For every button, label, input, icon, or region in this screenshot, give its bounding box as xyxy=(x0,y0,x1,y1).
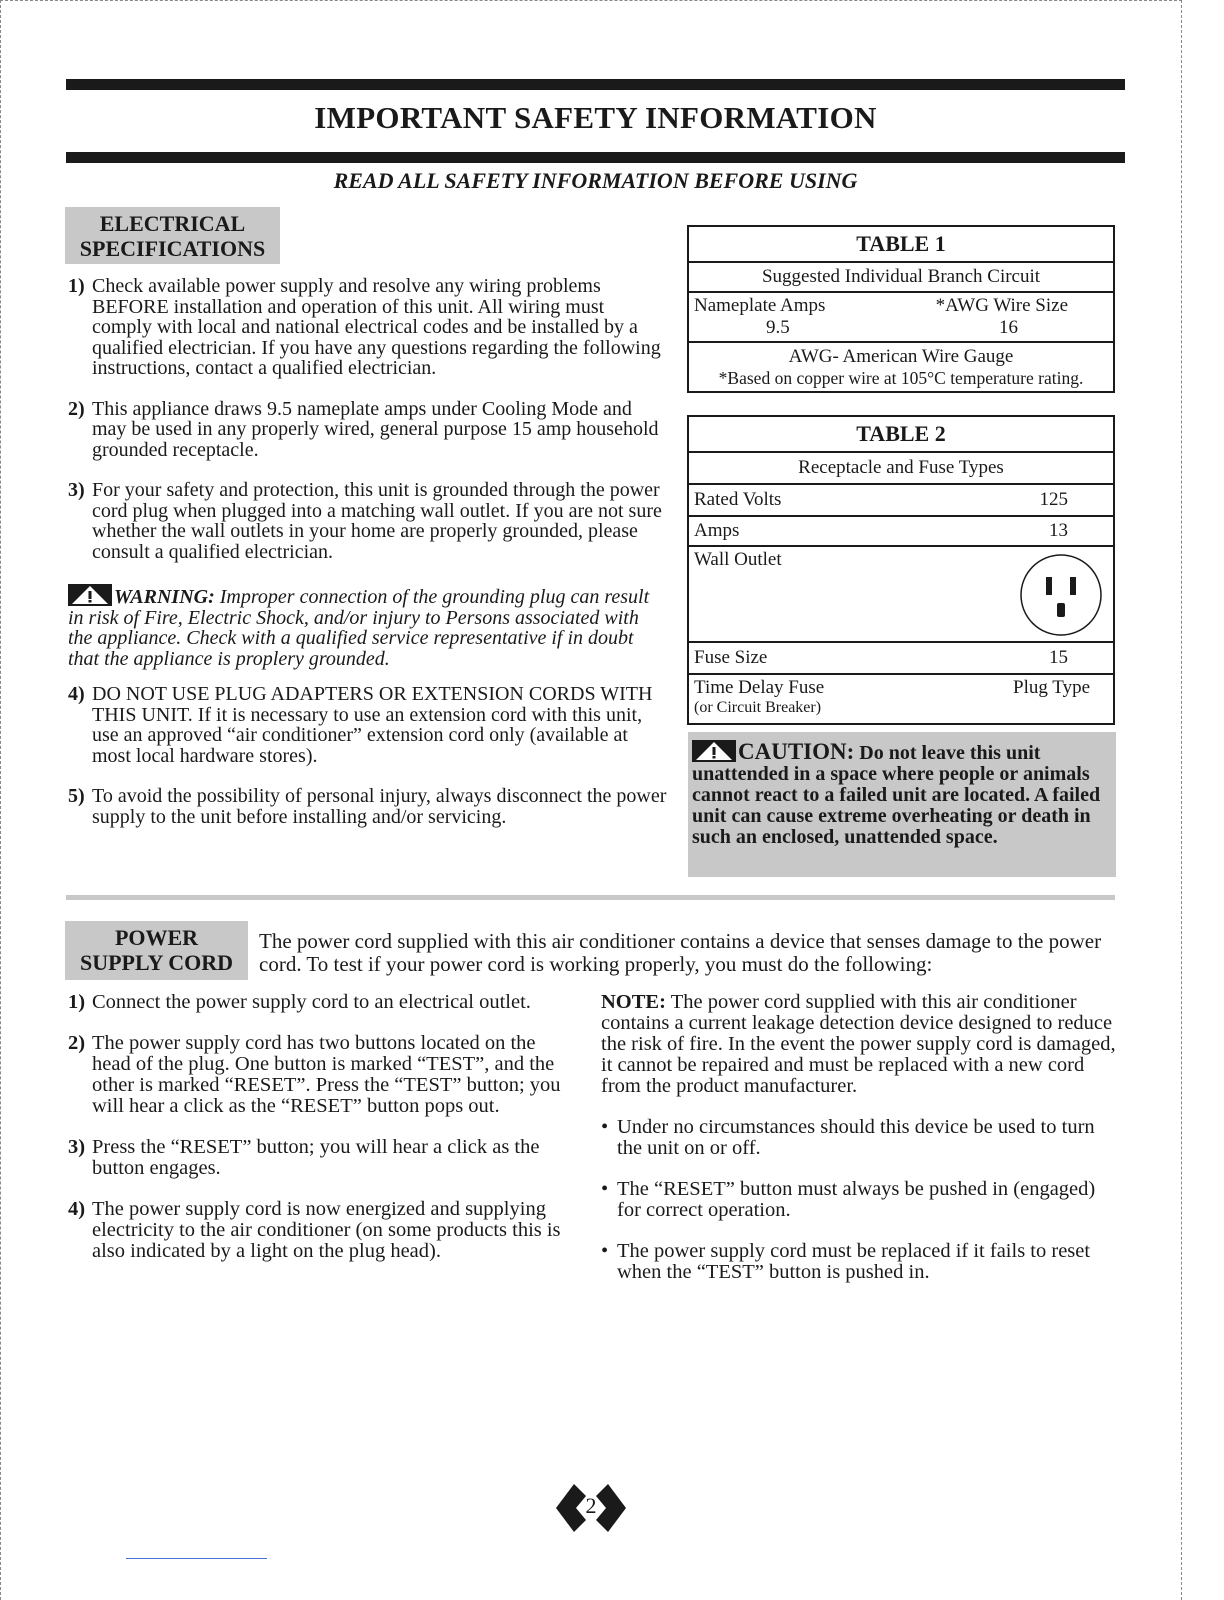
list-item xyxy=(68,1137,578,1179)
nameplate-amps-header: Nameplate Amps xyxy=(694,295,826,316)
electrical-label-line2: SPECIFICATIONS xyxy=(79,236,266,261)
item-number: 4) xyxy=(68,1198,86,1220)
item-text: For your safety and protection, this unit is grounded through the power cord plug when plugged into a matching wall outlet. If you are not sure whether the wall outlets in your home are properly grounded, please consult a qualified electrician. xyxy=(92,479,662,563)
item-text: To avoid the possibility of personal injury, always disconnect the power supply to the unit before installing and/or servicing. xyxy=(92,785,667,828)
power-cord-intro: The power cord supplied with this air conditioner contains a device that senses damage to the power cord. To test if your power cord is working properly, you must do the following: xyxy=(259,929,1102,976)
table-1 xyxy=(687,225,1115,393)
time-delay-fuse-row xyxy=(688,674,1114,724)
note-text: The power cord supplied with this air conditioner contains a current leakage detection device designed to reduce the risk of fire. In the event the power supply cord is damaged, it cannot be repaired and must be replaced with a new cord from the product manufacturer. xyxy=(601,991,1116,1097)
power-cord-steps-list xyxy=(68,992,578,1282)
list-item: • The power supply cord must be replaced if it fails to reset when the “TEST” button is pushed in. xyxy=(601,1241,1121,1283)
circuit-breaker-note: (or Circuit Breaker) xyxy=(694,699,822,716)
table-1-notes-cell xyxy=(688,342,1114,392)
nameplate-amps-value: 9.5 xyxy=(766,317,790,338)
warning-text: Improper connection of the grounding plug can result in risk of Fire, Electric Shock, and/or injury to Persons associated with the appliance. Check with a qualified service representative if in doubt that the appliance is proplery grounded. xyxy=(68,586,650,670)
list-item: • Under no circumstances should this device be used to turn the unit on or off. xyxy=(601,1117,1121,1159)
awg-wire-size-value: 16 xyxy=(999,317,1018,338)
section-divider xyxy=(66,895,1115,900)
caution-label: CAUTION: xyxy=(738,739,855,764)
page-title: IMPORTANT SAFETY INFORMATION xyxy=(314,100,877,135)
list-item xyxy=(68,1199,578,1262)
awg-note: AWG- American Wire Gauge xyxy=(788,345,1014,367)
plug-type-label: Plug Type xyxy=(1013,677,1090,698)
amps-value: 13 xyxy=(1049,520,1068,541)
caution-triangle-icon xyxy=(692,740,736,762)
warning-block xyxy=(68,584,668,669)
table-1-title: TABLE 1 xyxy=(688,226,1114,262)
page-subtitle: READ ALL SAFETY INFORMATION BEFORE USING xyxy=(333,168,858,193)
fuse-size-label: Fuse Size xyxy=(694,647,768,668)
wall-outlet-row xyxy=(688,546,1114,642)
page-number-badge xyxy=(552,1480,630,1536)
power-supply-cord-label xyxy=(65,921,248,980)
item-text: The power supply cord is now energized and supplying electricity to the air conditioner (on some products this is also indicated by a light on the plug head). xyxy=(92,1198,561,1262)
fuse-size-row xyxy=(688,642,1114,674)
table-1-values-cell xyxy=(688,292,1114,342)
note-label: NOTE: xyxy=(601,991,666,1013)
bullet-text: Under no circumstances should this device be used to turn the unit on or off. xyxy=(617,1116,1095,1159)
electrical-specifications-label xyxy=(65,207,280,264)
power-cord-label-line2: SUPPLY CORD xyxy=(79,950,233,975)
item-number: 3) xyxy=(68,479,85,501)
copper-wire-note: *Based on copper wire at 105°C temperature rating. xyxy=(718,367,1084,388)
wall-outlet-label: Wall Outlet xyxy=(694,549,782,570)
rated-volts-label: Rated Volts xyxy=(694,489,782,510)
fuse-size-value: 15 xyxy=(1049,647,1068,668)
caution-text: Do not leave this unit unattended in a space where people or animals cannot react to a failed unit are located. A failed unit can cause extreme overheating or death in such an enclosed, unattended space. xyxy=(692,742,1101,848)
item-number: 3) xyxy=(68,1136,86,1158)
awg-wire-size-header: *AWG Wire Size xyxy=(935,295,1068,316)
electrical-label-line1: ELECTRICAL xyxy=(99,211,246,236)
page-number: 2 xyxy=(585,1493,597,1518)
item-text: The power supply cord has two buttons located on the head of the plug. One button is marked “TEST”, and the other is marked “RESET”. Press the “TEST” button; you will hear a click as the “RESET” button pops out. xyxy=(92,1032,561,1117)
note-paragraph xyxy=(601,992,1121,1097)
top-rule xyxy=(66,79,1125,90)
bullet-text: The power supply cord must be replaced if it fails to reset when the “TEST” button is pushed in. xyxy=(617,1240,1091,1283)
item-number: 2) xyxy=(68,397,85,420)
item-text: Connect the power supply cord to an electrical outlet. xyxy=(92,991,531,1013)
item-text: DO NOT USE PLUG ADAPTERS OR EXTENSION CORDS WITH THIS UNIT. If it is necessary to use an extension cord with this unit, use an approved “air conditioner” extension cord only (available at most local hardware stores). xyxy=(92,683,653,767)
list-item xyxy=(68,684,668,766)
list-item xyxy=(68,276,668,379)
power-cord-notes xyxy=(601,992,1121,1303)
item-number: 4) xyxy=(68,683,85,705)
table-2-title: TABLE 2 xyxy=(688,416,1114,452)
item-number: 5) xyxy=(68,785,85,807)
item-number: 2) xyxy=(68,1032,86,1054)
list-item xyxy=(68,992,578,1013)
caution-block xyxy=(688,732,1116,877)
time-delay-fuse-label: Time Delay Fuse xyxy=(694,677,825,698)
power-cord-label-line1: POWER xyxy=(114,925,199,950)
list-item xyxy=(68,1033,578,1117)
table-2 xyxy=(687,415,1115,725)
table-2-subtitle: Receptacle and Fuse Types xyxy=(688,452,1114,484)
list-item xyxy=(68,399,668,461)
list-item xyxy=(68,480,668,562)
warning-triangle-icon xyxy=(68,584,112,606)
amps-label: Amps xyxy=(694,520,740,541)
item-number: 1) xyxy=(68,275,85,297)
rated-volts-row xyxy=(688,484,1114,516)
item-text: Check available power supply and resolve any wiring problems BEFORE installation and operation of this unit. All wiring must comply with local and national electrical codes and be installed by a qualified electrician. If you have any questions regarding the following instructions, contact a qualified electrician. xyxy=(92,275,661,379)
item-text: Press the “RESET” button; you will hear a click as the button engages. xyxy=(92,1136,540,1179)
electrical-items-list-2 xyxy=(68,684,668,847)
rated-volts-value: 125 xyxy=(1039,489,1068,510)
item-number: 1) xyxy=(68,991,86,1013)
title-rule xyxy=(66,152,1125,163)
list-item xyxy=(68,786,668,827)
wall-outlet-icon xyxy=(1019,553,1103,637)
footer-link-underline xyxy=(126,1558,267,1559)
list-item: • The “RESET” button must always be pushed in (engaged) for correct operation. xyxy=(601,1179,1121,1221)
table-1-subtitle: Suggested Individual Branch Circuit xyxy=(688,262,1114,292)
amps-row xyxy=(688,516,1114,546)
warning-label: WARNING: xyxy=(114,586,215,608)
item-text: This appliance draws 9.5 nameplate amps under Cooling Mode and may be used in any properly wired, general purpose 15 amp household grounded receptacle. xyxy=(92,397,659,461)
bullet-text: The “RESET” button must always be pushed in (engaged) for correct operation. xyxy=(617,1178,1096,1221)
electrical-items-list xyxy=(68,276,668,582)
